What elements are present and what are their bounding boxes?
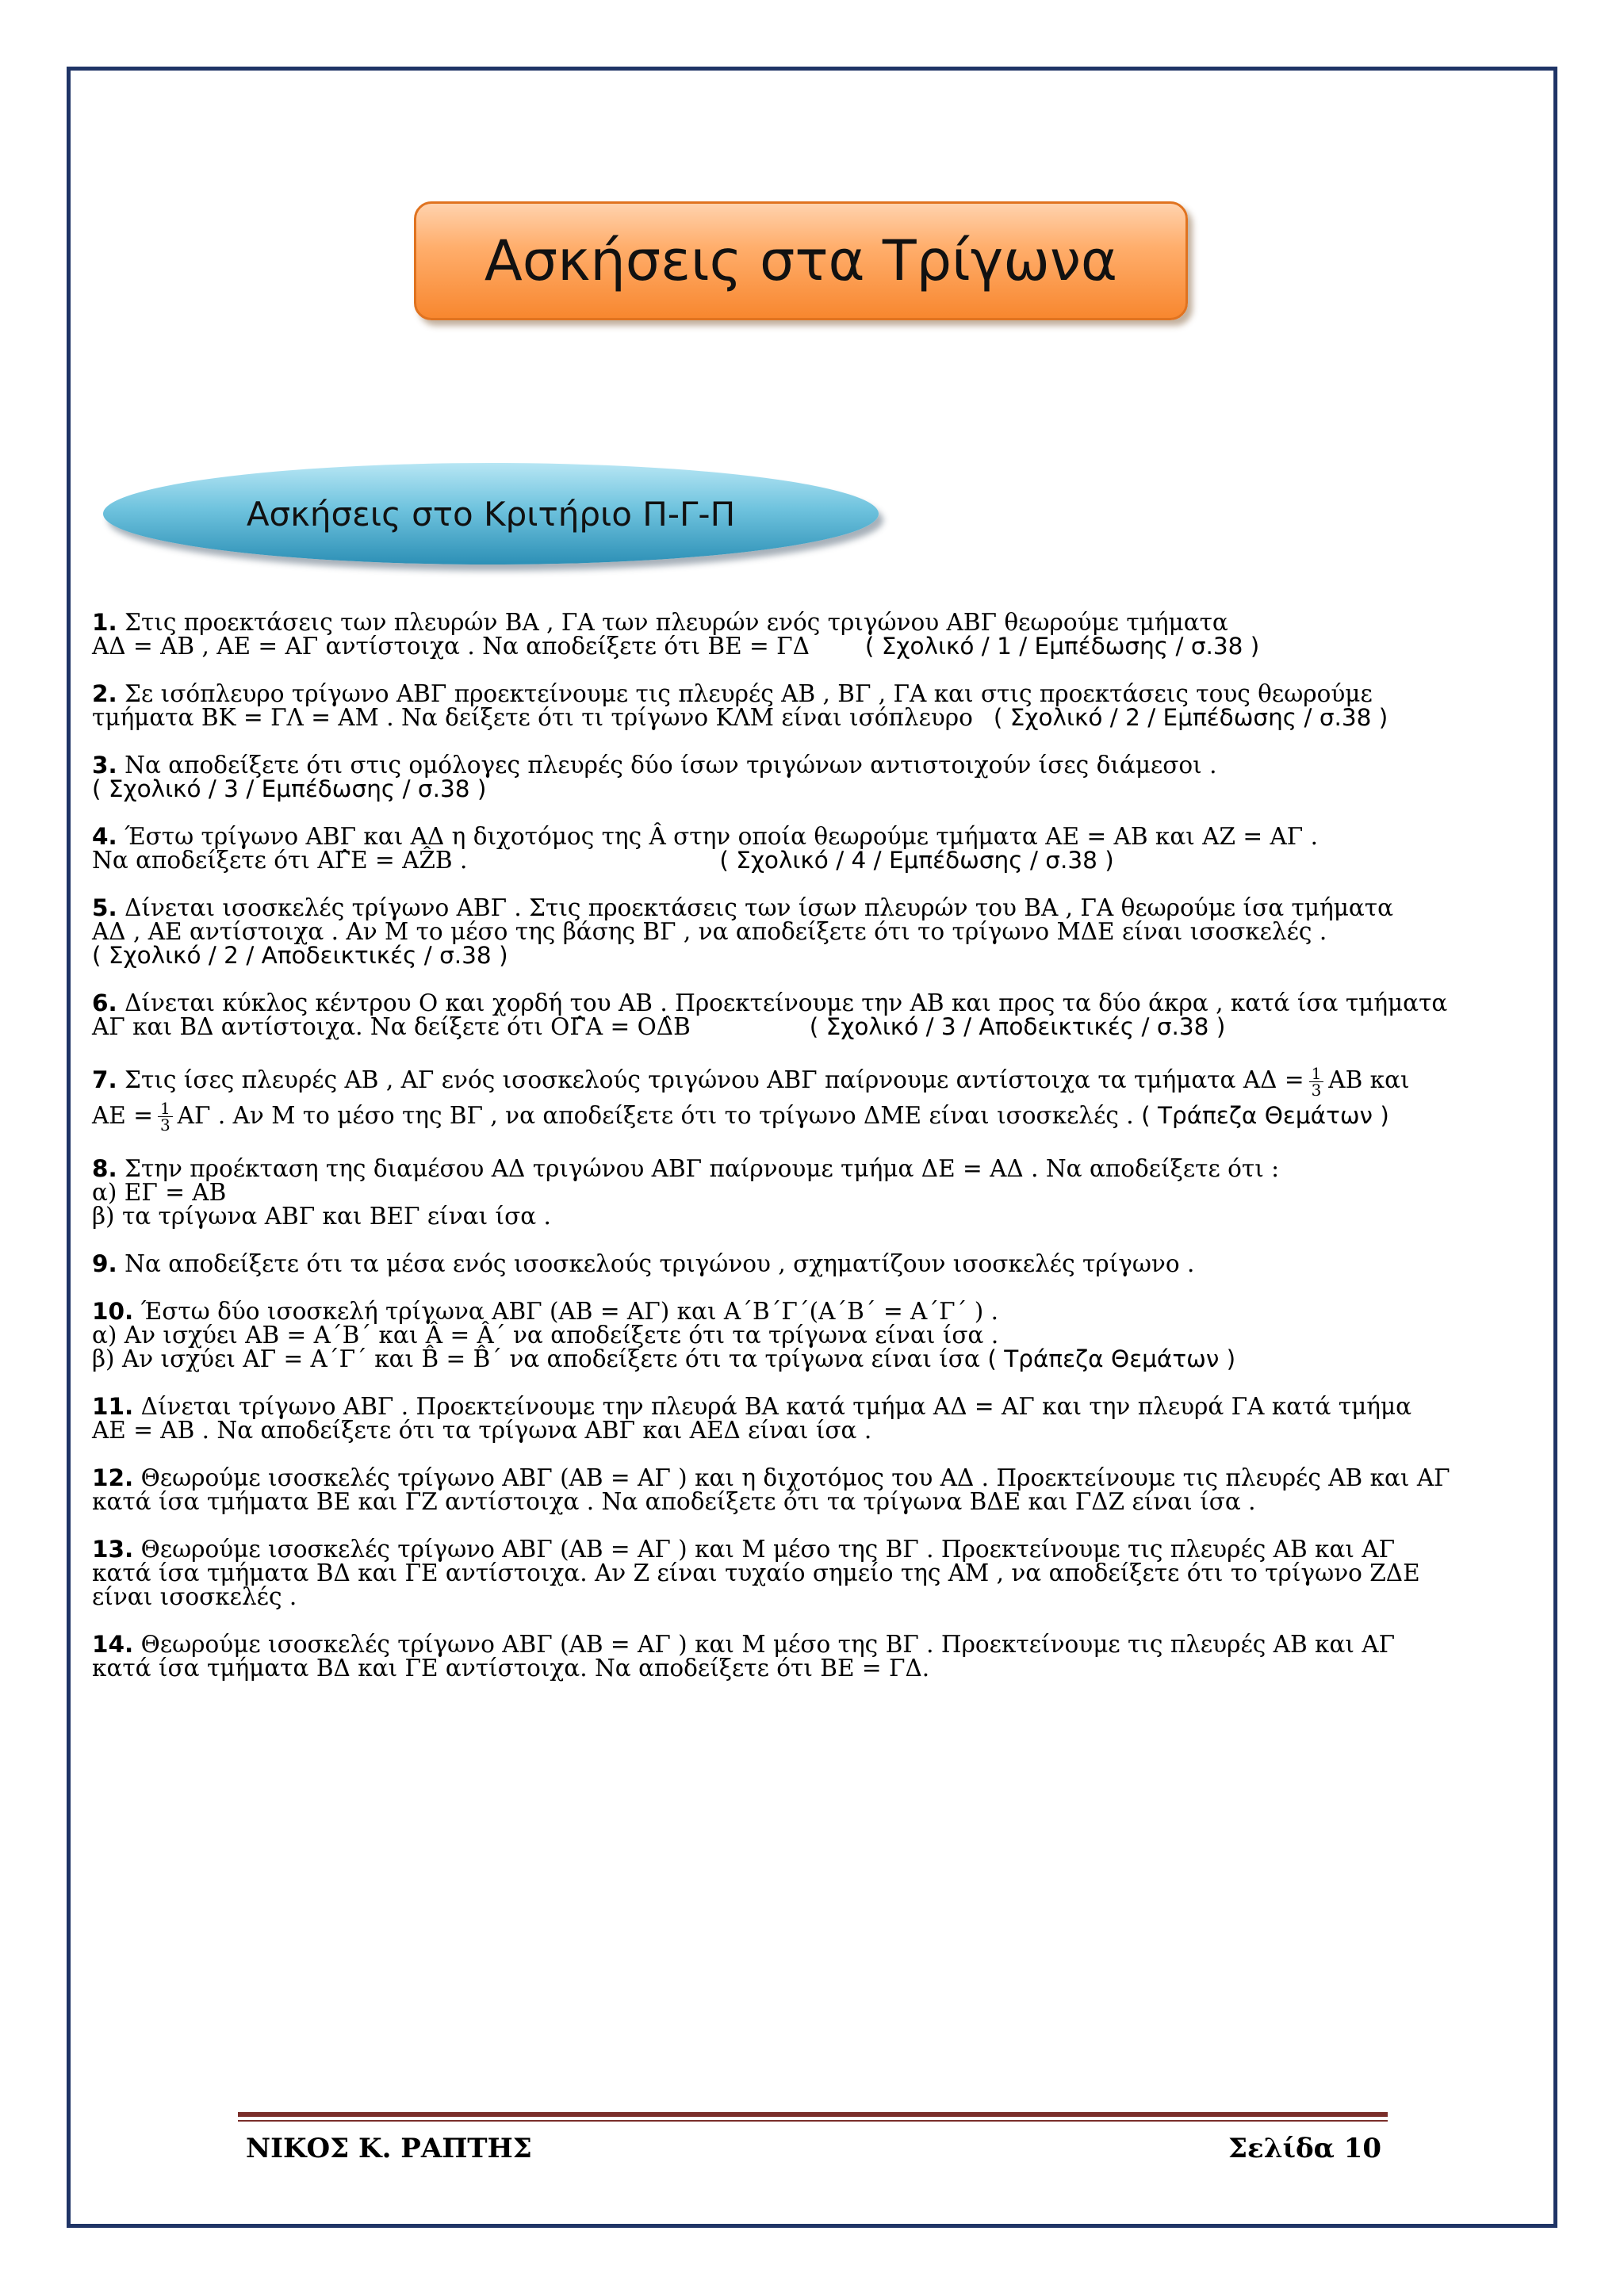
exercise-number: 11. (92, 1393, 134, 1420)
exercise-number: 6. (92, 989, 117, 1016)
exercise-text: τμήματα ΒΚ = ΓΛ = ΑΜ . Να δείξετε ότι τι τρίγωνο ΚΛΜ είναι ισόπλευρο (92, 704, 973, 731)
exercise-text: Δίνεται ισοσκελές τρίγωνο ΑΒΓ . Στις προεκτάσεις των ίσων πλευρών του ΒΑ , ΓΑ θεωρούμε ίσα τμήματα (124, 894, 1394, 921)
footer-rule (238, 2112, 1388, 2117)
exercise-4 (92, 825, 1543, 872)
exercise-reference: ( Σχολικό / 3 / Αποδεικτικές / σ.38 ) (809, 1013, 1226, 1040)
exercise-text: β) Αν ισχύει ΑΓ = Α΄Γ΄ και B̂ = B̂΄ να αποδείξετε ότι τα τρίγωνα είναι ίσα (92, 1345, 980, 1372)
exercise-number: 7. (92, 1066, 117, 1093)
exercise-number: 5. (92, 894, 117, 921)
exercise-text: ΑΕ = ΑΒ . Να αποδείξετε ότι τα τρίγωνα ΑΒΓ και ΑΕΔ είναι ίσα . (92, 1417, 872, 1444)
fraction: $\frac{1}{3}$ (1309, 1066, 1324, 1098)
exercise-number: 14. (92, 1631, 134, 1658)
exercise-text: Στην προέκταση της διαμέσου ΑΔ τριγώνου ΑΒΓ παίρνουμε τμήμα ΔΕ = ΑΔ . Να αποδείξετε ότι : (124, 1155, 1280, 1182)
exercise-1 (92, 610, 1543, 658)
exercise-number: 4. (92, 823, 117, 850)
exercise-text: Έστω δύο ισοσκελή τρίγωνα ΑΒΓ (ΑΒ = ΑΓ) και Α΄Β΄Γ΄(Α΄Β΄ = Α΄Γ΄ ) . (140, 1298, 998, 1325)
exercise-text: Να αποδείξετε ότι ΑΓ̂Ε = ΑẐΒ . (92, 847, 468, 874)
exercise-text: β) τα τρίγωνα ΑΒΓ και ΒΕΓ είναι ίσα . (92, 1203, 551, 1230)
exercise-12 (92, 1466, 1543, 1513)
exercise-text: α) ΕΓ = ΑΒ (92, 1179, 227, 1206)
exercise-text: Δίνεται τρίγωνο ΑΒΓ . Προεκτείνουμε την πλευρά ΒΑ κατά τμήμα ΑΔ = ΑΓ και την πλευρά ΓΑ κατά τμήμα (140, 1393, 1412, 1420)
exercise-text: ΑΓ και ΒΔ αντίστοιχα. Να δείξετε ότι ΟΓ̂Α = ΟΔ̂Β (92, 1013, 691, 1040)
exercise-reference: ( Τράπεζα Θεμάτων ) (987, 1345, 1236, 1372)
exercise-reference: ( Σχολικό / 3 / Εμπέδωσης / σ.38 ) (92, 775, 487, 802)
exercise-text: ΑΔ , ΑΕ αντίστοιχα . Αν Μ το μέσο της βάσης ΒΓ , να αποδείξετε ότι το τρίγωνο ΜΔΕ είναι ισοσκελές . (92, 918, 1327, 945)
exercise-text: Να αποδείξετε ότι στις ομόλογες πλευρές δύο ίσων τριγώνων αντιστοιχούν ίσες διάμεσοι . (124, 752, 1217, 779)
exercise-8 (92, 1157, 1543, 1228)
exercise-3 (92, 753, 1543, 801)
exercise-reference: ( Τράπεζα Θεμάτων ) (1141, 1101, 1389, 1129)
section-subtitle: Ασκήσεις στο Κριτήριο Π-Γ-Π (103, 463, 879, 564)
exercise-number: 2. (92, 680, 117, 707)
exercise-text: κατά ίσα τμήματα ΒΔ και ΓΕ αντίστοιχα. Αν Ζ είναι τυχαίο σημείο της ΑΜ , να αποδείξετε ότι το τρίγωνο ΖΔΕ (92, 1559, 1420, 1586)
exercise-number: 10. (92, 1298, 134, 1325)
exercise-text: Στις προεκτάσεις των πλευρών ΒΑ , ΓΑ των πλευρών ενός τριγώνου ΑΒΓ θεωρούμε τμήματα (124, 609, 1228, 636)
exercise-text: Δίνεται κύκλος κέντρου Ο και χορδή του ΑΒ . Προεκτείνουμε την ΑΒ και προς τα δύο άκρα , κατά ίσα τμήματα (124, 989, 1448, 1016)
exercise-13 (92, 1537, 1543, 1609)
exercise-text: Να αποδείξετε ότι τα μέσα ενός ισοσκελούς τριγώνου , σχηματίζουν ισοσκελές τρίγωνο . (124, 1250, 1195, 1277)
exercise-number: 8. (92, 1155, 117, 1182)
exercise-text: Θεωρούμε ισοσκελές τρίγωνο ΑΒΓ (ΑΒ = ΑΓ ) και Μ μέσο της ΒΓ . Προεκτείνουμε τις πλευρές ΑΒ και ΑΓ (140, 1536, 1396, 1563)
exercise-reference: ( Σχολικό / 2 / Αποδεικτικές / σ.38 ) (92, 942, 508, 969)
exercise-10 (92, 1299, 1543, 1371)
exercise-11 (92, 1395, 1543, 1442)
exercise-reference: ( Σχολικό / 4 / Εμπέδωσης / σ.38 ) (719, 847, 1114, 874)
page-number: Σελίδα 10 (1228, 2133, 1381, 2164)
exercise-2 (92, 682, 1543, 729)
exercise-text: α) Αν ισχύει ΑΒ = Α΄Β΄ και Â = Â΄ να αποδείξετε ότι τα τρίγωνα είναι ίσα . (92, 1322, 999, 1349)
exercise-number: 13. (92, 1536, 134, 1563)
exercise-text: είναι ισοσκελές . (92, 1583, 297, 1610)
exercise-number: 1. (92, 609, 117, 636)
footer-author: ΝΙΚΟΣ Κ. ΡΑΠΤΗΣ (246, 2133, 532, 2164)
exercise-number: 9. (92, 1250, 117, 1277)
exercise-text: Θεωρούμε ισοσκελές τρίγωνο ΑΒΓ (ΑΒ = ΑΓ ) και Μ μέσο της ΒΓ . Προεκτείνουμε τις πλευρές ΑΒ και ΑΓ (140, 1631, 1396, 1658)
exercise-5 (92, 896, 1543, 967)
exercise-6 (92, 991, 1543, 1039)
exercise-text: ΑΕ = (92, 1101, 153, 1129)
exercise-text: ΑΓ . Αν Μ το μέσο της ΒΓ , να αποδείξετε ότι το τρίγωνο ΔΜΕ είναι ισοσκελές . (177, 1101, 1134, 1129)
exercise-9 (92, 1252, 1543, 1276)
exercise-text: κατά ίσα τμήματα ΒΔ και ΓΕ αντίστοιχα. Να αποδείξετε ότι ΒΕ = ΓΔ. (92, 1655, 930, 1682)
page-title: Ασκήσεις στα Τρίγωνα (414, 201, 1188, 320)
exercise-14 (92, 1632, 1543, 1680)
footer-rule-thin (238, 2120, 1388, 2122)
exercise-list (92, 610, 1543, 1704)
exercise-text: Έστω τρίγωνο ΑΒΓ και ΑΔ η διχοτόμος της Â στην οποία θεωρούμε τμήματα ΑΕ = ΑΒ και ΑΖ = ΑΓ . (124, 823, 1318, 850)
exercise-text: ΑΒ και (1328, 1066, 1410, 1093)
exercise-reference: ( Σχολικό / 2 / Εμπέδωσης / σ.38 ) (993, 704, 1388, 731)
exercise-number: 3. (92, 752, 117, 779)
fraction: $\frac{1}{3}$ (158, 1100, 173, 1133)
exercise-text: Σε ισόπλευρο τρίγωνο ΑΒΓ προεκτείνουμε τις πλευρές ΑΒ , ΒΓ , ΓΑ και στις προεκτάσεις τους θεωρούμε (124, 680, 1373, 707)
exercise-text: Θεωρούμε ισοσκελές τρίγωνο ΑΒΓ (ΑΒ = ΑΓ ) και η διχοτόμος του ΑΔ . Προεκτείνουμε τις πλευρές ΑΒ και ΑΓ (140, 1464, 1450, 1491)
exercise-number: 12. (92, 1464, 134, 1491)
exercise-reference: ( Σχολικό / 1 / Εμπέδωσης / σ.38 ) (864, 633, 1260, 660)
exercise-7 (92, 1062, 1543, 1133)
exercise-text: ΑΔ = ΑΒ , ΑΕ = ΑΓ αντίστοιχα . Να αποδείξετε ότι ΒΕ = ΓΔ (92, 633, 810, 660)
exercise-text: κατά ίσα τμήματα ΒΕ και ΓΖ αντίστοιχα . Να αποδείξετε ότι τα τρίγωνα ΒΔΕ και ΓΔΖ είναι ίσα . (92, 1488, 1256, 1515)
exercise-text: Στις ίσες πλευρές ΑΒ , ΑΓ ενός ισοσκελούς τριγώνου ΑΒΓ παίρνουμε αντίστοιχα τα τμήματα ΑΔ = (124, 1066, 1304, 1093)
